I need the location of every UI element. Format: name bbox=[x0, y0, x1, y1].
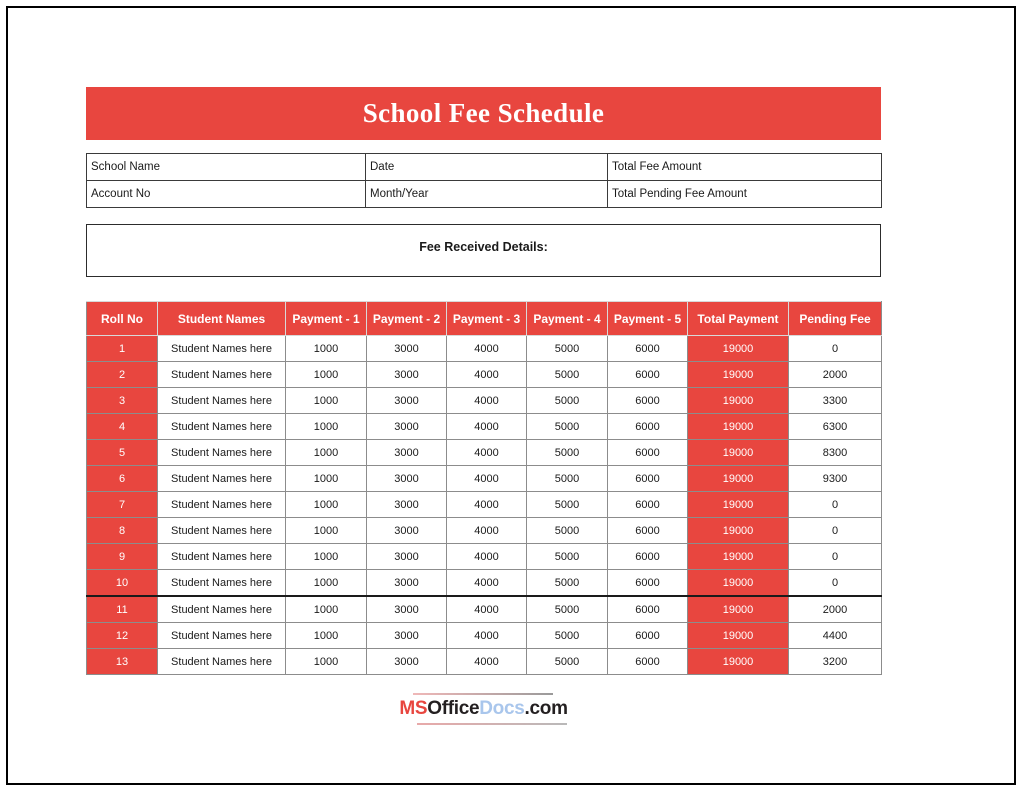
cell-payment-2[interactable]: 3000 bbox=[367, 388, 447, 414]
cell-payment-3[interactable]: 4000 bbox=[447, 649, 527, 675]
fee-received-details-label: Fee Received Details: bbox=[419, 240, 548, 254]
cell-payment-5[interactable]: 6000 bbox=[608, 623, 688, 649]
cell-payment-5[interactable]: 6000 bbox=[608, 518, 688, 544]
cell-payment-3[interactable]: 4000 bbox=[447, 440, 527, 466]
cell-payment-3[interactable]: 4000 bbox=[447, 466, 527, 492]
cell-payment-1[interactable]: 1000 bbox=[286, 466, 367, 492]
cell-payment-2[interactable]: 3000 bbox=[367, 623, 447, 649]
cell-payment-4[interactable]: 5000 bbox=[527, 649, 608, 675]
cell-roll-no[interactable]: 3 bbox=[87, 388, 158, 414]
cell-payment-2[interactable]: 3000 bbox=[367, 518, 447, 544]
cell-payment-1[interactable]: 1000 bbox=[286, 388, 367, 414]
cell-pending-fee[interactable]: 0 bbox=[789, 570, 882, 597]
info-row bbox=[87, 154, 882, 181]
cell-payment-2[interactable]: 3000 bbox=[367, 440, 447, 466]
cell-pending-fee[interactable]: 0 bbox=[789, 492, 882, 518]
cell-payment-1[interactable]: 1000 bbox=[286, 440, 367, 466]
cell-student-name[interactable]: Student Names here bbox=[158, 336, 286, 362]
logo-part-ms: MS bbox=[399, 698, 428, 719]
cell-student-name[interactable]: Student Names here bbox=[158, 544, 286, 570]
cell-student-name[interactable]: Student Names here bbox=[158, 492, 286, 518]
cell-roll-no[interactable]: 11 bbox=[87, 596, 158, 623]
cell-payment-3[interactable]: 4000 bbox=[447, 336, 527, 362]
cell-payment-5[interactable]: 6000 bbox=[608, 388, 688, 414]
column-header-total-payment: Total Payment bbox=[688, 302, 789, 336]
cell-payment-3[interactable]: 4000 bbox=[447, 596, 527, 623]
table-row bbox=[87, 440, 882, 466]
info-field-school-name[interactable]: School Name bbox=[87, 154, 366, 181]
cell-roll-no[interactable]: 7 bbox=[87, 492, 158, 518]
cell-total-payment[interactable]: 19000 bbox=[688, 623, 789, 649]
cell-payment-5[interactable]: 6000 bbox=[608, 362, 688, 388]
cell-student-name[interactable]: Student Names here bbox=[158, 649, 286, 675]
cell-payment-1[interactable]: 1000 bbox=[286, 544, 367, 570]
cell-payment-1[interactable]: 1000 bbox=[286, 570, 367, 597]
cell-roll-no[interactable]: 5 bbox=[87, 440, 158, 466]
logo-rule-top bbox=[413, 693, 553, 695]
cell-payment-1[interactable]: 1000 bbox=[286, 596, 367, 623]
fee-table-header-row bbox=[87, 302, 882, 336]
cell-payment-4[interactable]: 5000 bbox=[527, 570, 608, 597]
cell-roll-no[interactable]: 6 bbox=[87, 466, 158, 492]
cell-payment-3[interactable]: 4000 bbox=[447, 544, 527, 570]
info-field-total-fee-amount[interactable]: Total Fee Amount bbox=[608, 154, 882, 181]
cell-student-name[interactable]: Student Names here bbox=[158, 388, 286, 414]
cell-student-name[interactable]: Student Names here bbox=[158, 466, 286, 492]
cell-total-payment[interactable]: 19000 bbox=[688, 544, 789, 570]
cell-total-payment[interactable]: 19000 bbox=[688, 466, 789, 492]
cell-total-payment[interactable]: 19000 bbox=[688, 414, 789, 440]
cell-payment-4[interactable]: 5000 bbox=[527, 596, 608, 623]
cell-payment-4[interactable]: 5000 bbox=[527, 492, 608, 518]
cell-payment-5[interactable]: 6000 bbox=[608, 414, 688, 440]
cell-payment-5[interactable]: 6000 bbox=[608, 544, 688, 570]
cell-student-name[interactable]: Student Names here bbox=[158, 596, 286, 623]
cell-payment-2[interactable]: 3000 bbox=[367, 596, 447, 623]
column-header-payment-1: Payment - 1 bbox=[286, 302, 367, 336]
msofficedocs-logo[interactable] bbox=[399, 693, 567, 725]
cell-payment-4[interactable]: 5000 bbox=[527, 362, 608, 388]
page-title: School Fee Schedule bbox=[362, 98, 605, 128]
cell-pending-fee[interactable]: 0 bbox=[789, 336, 882, 362]
info-field-month-year[interactable]: Month/Year bbox=[366, 181, 608, 208]
fee-received-details-box[interactable] bbox=[86, 224, 881, 277]
cell-student-name[interactable]: Student Names here bbox=[158, 518, 286, 544]
cell-payment-4[interactable]: 5000 bbox=[527, 440, 608, 466]
cell-payment-2[interactable]: 3000 bbox=[367, 649, 447, 675]
table-row bbox=[87, 466, 882, 492]
cell-payment-5[interactable]: 6000 bbox=[608, 649, 688, 675]
cell-total-payment[interactable]: 19000 bbox=[688, 440, 789, 466]
cell-payment-2[interactable]: 3000 bbox=[367, 544, 447, 570]
cell-roll-no[interactable]: 13 bbox=[87, 649, 158, 675]
cell-payment-5[interactable]: 6000 bbox=[608, 492, 688, 518]
cell-student-name[interactable]: Student Names here bbox=[158, 440, 286, 466]
cell-payment-4[interactable]: 5000 bbox=[527, 388, 608, 414]
column-header-student-names: Student Names bbox=[158, 302, 286, 336]
column-header-payment-4: Payment - 4 bbox=[527, 302, 608, 336]
cell-payment-3[interactable]: 4000 bbox=[447, 570, 527, 597]
cell-payment-5[interactable]: 6000 bbox=[608, 440, 688, 466]
cell-pending-fee[interactable]: 0 bbox=[789, 544, 882, 570]
info-field-account-no[interactable]: Account No bbox=[87, 181, 366, 208]
cell-payment-2[interactable]: 3000 bbox=[367, 414, 447, 440]
logo-text bbox=[399, 698, 567, 720]
cell-pending-fee[interactable]: 3300 bbox=[789, 388, 882, 414]
cell-student-name[interactable]: Student Names here bbox=[158, 362, 286, 388]
fee-schedule-table bbox=[86, 301, 882, 675]
cell-payment-3[interactable]: 4000 bbox=[447, 362, 527, 388]
cell-payment-4[interactable]: 5000 bbox=[527, 336, 608, 362]
table-row bbox=[87, 388, 882, 414]
cell-pending-fee[interactable]: 8300 bbox=[789, 440, 882, 466]
table-row bbox=[87, 336, 882, 362]
cell-payment-4[interactable]: 5000 bbox=[527, 466, 608, 492]
fee-schedule-document bbox=[86, 87, 881, 725]
cell-total-payment[interactable]: 19000 bbox=[688, 336, 789, 362]
cell-payment-3[interactable]: 4000 bbox=[447, 414, 527, 440]
cell-total-payment[interactable]: 19000 bbox=[688, 492, 789, 518]
cell-payment-5[interactable]: 6000 bbox=[608, 596, 688, 623]
cell-payment-1[interactable]: 1000 bbox=[286, 492, 367, 518]
column-header-payment-2: Payment - 2 bbox=[367, 302, 447, 336]
cell-payment-1[interactable]: 1000 bbox=[286, 623, 367, 649]
cell-roll-no[interactable]: 8 bbox=[87, 518, 158, 544]
cell-payment-3[interactable]: 4000 bbox=[447, 388, 527, 414]
cell-student-name[interactable]: Student Names here bbox=[158, 623, 286, 649]
cell-pending-fee[interactable]: 3200 bbox=[789, 649, 882, 675]
cell-pending-fee[interactable]: 2000 bbox=[789, 596, 882, 623]
cell-pending-fee[interactable]: 0 bbox=[789, 518, 882, 544]
cell-roll-no[interactable]: 1 bbox=[87, 336, 158, 362]
cell-payment-1[interactable]: 1000 bbox=[286, 362, 367, 388]
cell-payment-2[interactable]: 3000 bbox=[367, 362, 447, 388]
cell-pending-fee[interactable]: 4400 bbox=[789, 623, 882, 649]
cell-payment-1[interactable]: 1000 bbox=[286, 336, 367, 362]
cell-roll-no[interactable]: 4 bbox=[87, 414, 158, 440]
cell-total-payment[interactable]: 19000 bbox=[688, 388, 789, 414]
cell-payment-2[interactable]: 3000 bbox=[367, 570, 447, 597]
cell-total-payment[interactable]: 19000 bbox=[688, 570, 789, 597]
table-row bbox=[87, 414, 882, 440]
cell-payment-3[interactable]: 4000 bbox=[447, 623, 527, 649]
cell-student-name[interactable]: Student Names here bbox=[158, 570, 286, 597]
cell-payment-2[interactable]: 3000 bbox=[367, 492, 447, 518]
table-row bbox=[87, 623, 882, 649]
logo-part-office: Office bbox=[427, 698, 480, 719]
table-row bbox=[87, 362, 882, 388]
cell-roll-no[interactable]: 9 bbox=[87, 544, 158, 570]
cell-roll-no[interactable]: 2 bbox=[87, 362, 158, 388]
logo-part-docs: Docs bbox=[479, 698, 525, 719]
cell-payment-5[interactable]: 6000 bbox=[608, 570, 688, 597]
cell-payment-2[interactable]: 3000 bbox=[367, 336, 447, 362]
info-field-total-pending-fee-amount[interactable]: Total Pending Fee Amount bbox=[608, 181, 882, 208]
cell-pending-fee[interactable]: 6300 bbox=[789, 414, 882, 440]
cell-payment-4[interactable]: 5000 bbox=[527, 623, 608, 649]
table-row bbox=[87, 518, 882, 544]
table-row bbox=[87, 544, 882, 570]
cell-payment-1[interactable]: 1000 bbox=[286, 649, 367, 675]
cell-pending-fee[interactable]: 9300 bbox=[789, 466, 882, 492]
column-header-roll-no: Roll No bbox=[87, 302, 158, 336]
cell-pending-fee[interactable]: 2000 bbox=[789, 362, 882, 388]
cell-total-payment[interactable]: 19000 bbox=[688, 596, 789, 623]
table-row bbox=[87, 570, 882, 597]
column-header-pending-fee: Pending Fee bbox=[789, 302, 882, 336]
cell-payment-5[interactable]: 6000 bbox=[608, 466, 688, 492]
cell-student-name[interactable]: Student Names here bbox=[158, 414, 286, 440]
cell-total-payment[interactable]: 19000 bbox=[688, 649, 789, 675]
cell-payment-3[interactable]: 4000 bbox=[447, 518, 527, 544]
table-row bbox=[87, 649, 882, 675]
cell-payment-4[interactable]: 5000 bbox=[527, 414, 608, 440]
cell-payment-1[interactable]: 1000 bbox=[286, 414, 367, 440]
cell-total-payment[interactable]: 19000 bbox=[688, 362, 789, 388]
cell-payment-5[interactable]: 6000 bbox=[608, 336, 688, 362]
column-header-payment-5: Payment - 5 bbox=[608, 302, 688, 336]
cell-roll-no[interactable]: 12 bbox=[87, 623, 158, 649]
footer bbox=[86, 693, 881, 725]
table-row bbox=[87, 492, 882, 518]
cell-payment-1[interactable]: 1000 bbox=[286, 518, 367, 544]
cell-payment-3[interactable]: 4000 bbox=[447, 492, 527, 518]
info-field-date[interactable]: Date bbox=[366, 154, 608, 181]
cell-roll-no[interactable]: 10 bbox=[87, 570, 158, 597]
page-border-frame bbox=[6, 6, 1016, 785]
table-row bbox=[87, 596, 882, 623]
cell-total-payment[interactable]: 19000 bbox=[688, 518, 789, 544]
document-title-banner bbox=[86, 87, 881, 140]
school-info-table bbox=[86, 153, 882, 208]
cell-payment-4[interactable]: 5000 bbox=[527, 544, 608, 570]
logo-rule-bottom bbox=[417, 723, 567, 725]
fee-table-body bbox=[87, 336, 882, 675]
cell-payment-4[interactable]: 5000 bbox=[527, 518, 608, 544]
column-header-payment-3: Payment - 3 bbox=[447, 302, 527, 336]
info-row bbox=[87, 181, 882, 208]
logo-part-com: .com bbox=[524, 698, 568, 719]
cell-payment-2[interactable]: 3000 bbox=[367, 466, 447, 492]
